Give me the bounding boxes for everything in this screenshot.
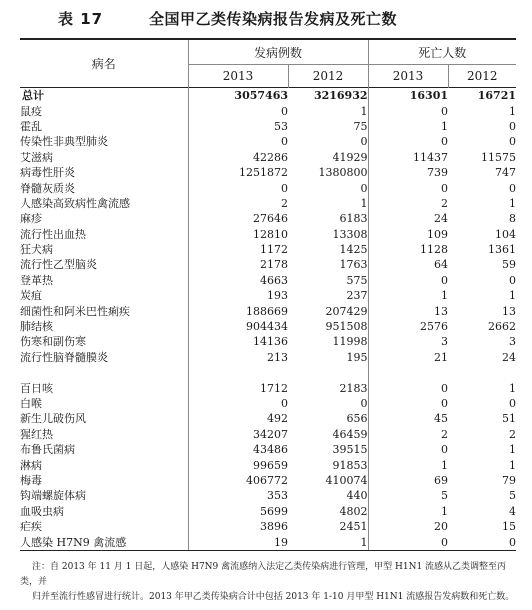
death-2013-cell: 0: [441, 104, 449, 118]
disease-name-cell: 肺结核: [20, 319, 188, 334]
onset-2013-cell: 0: [281, 135, 288, 149]
column-header-onset-2012: 2012: [288, 65, 368, 88]
disease-name-cell: 流行性出血热: [20, 227, 188, 242]
table-row: [20, 134, 516, 149]
table-body: [20, 88, 516, 551]
death-2013-cell: 0: [441, 135, 449, 149]
spacer-cell: [188, 365, 288, 380]
disease-name-cell: 霍乱: [20, 119, 188, 134]
death-2012-cell: 24: [502, 350, 517, 364]
disease-name-cell: 传染性非典型肺炎: [20, 134, 188, 149]
column-header-death-2013: 2013: [392, 69, 424, 83]
death-2012-cell: 13: [502, 304, 517, 318]
death-2013-cell: 16301: [409, 89, 449, 103]
onset-2012-cell: 46459: [288, 427, 368, 442]
onset-2012-cell: 1: [288, 103, 368, 118]
onset-2013-cell: 1251872: [239, 166, 288, 180]
onset-2013-cell: 12810: [253, 227, 288, 241]
disease-name-cell: 新生儿破伤风: [20, 411, 188, 426]
onset-2012-cell: 13308: [288, 227, 368, 242]
death-2013-cell: 13: [434, 304, 449, 318]
onset-2013-cell: 0: [281, 181, 288, 195]
table-row: [20, 227, 516, 242]
spacer-cell: [368, 365, 448, 380]
death-2013-cell: 109: [427, 227, 449, 241]
onset-2012-cell: 2451: [288, 519, 368, 534]
table-row: [20, 242, 516, 257]
death-2012-cell: 0: [509, 397, 517, 410]
onset-2013-cell: 492: [267, 412, 288, 426]
onset-2013-cell: 0: [281, 397, 288, 410]
death-2012-cell: 747: [495, 166, 517, 180]
table-title-text: 全国甲乙类传染病报告发病及死亡数: [149, 10, 398, 28]
onset-2013-cell: 27646: [253, 212, 288, 226]
onset-2013-cell: 3057463: [234, 89, 288, 103]
death-2013-cell: 1: [441, 504, 449, 518]
table-row: [20, 103, 516, 118]
footnote-line-1: 注：自 2013 年 11 月 1 日起，人感染 H7N9 禽流感纳入法定乙类传染病进行管理，甲型 H1N1 流感从乙类调整至丙类，并: [20, 562, 507, 587]
table-row: [20, 119, 516, 134]
death-2013-cell: 1128: [420, 243, 449, 257]
table-row: [20, 165, 516, 180]
onset-2013-cell: 904434: [246, 320, 288, 334]
table-row: [20, 488, 516, 503]
disease-name-cell: 白喉: [20, 396, 188, 411]
death-2013-cell: 0: [441, 397, 449, 410]
onset-2012-cell: 41929: [288, 150, 368, 165]
death-2012-cell: 104: [495, 227, 517, 241]
onset-2012-cell: 1: [288, 196, 368, 211]
death-2013-cell: 0: [441, 273, 449, 287]
table-row: [20, 150, 516, 165]
death-2012-cell: 1: [509, 289, 517, 303]
disease-name-cell: 钩端螺旋体病: [20, 488, 188, 503]
death-2013-cell: 20: [434, 520, 449, 534]
death-2013-cell: 11437: [413, 150, 449, 164]
death-2013-cell: 0: [368, 534, 448, 550]
onset-2013-cell: 99659: [253, 458, 288, 472]
onset-2013-cell: 14136: [253, 335, 288, 349]
spacer-cell: [448, 365, 516, 380]
death-2012-cell: 3: [509, 335, 517, 349]
death-2013-cell: 2576: [420, 320, 449, 334]
death-2013-cell: 0: [441, 443, 449, 457]
disease-statistics-table: [20, 38, 516, 551]
death-2013-cell: 0: [441, 381, 449, 395]
onset-2013-cell: 188669: [246, 304, 288, 318]
table-row: [20, 303, 516, 318]
column-header-onset-2013: 2013: [222, 69, 254, 83]
death-2013-cell: 2: [441, 427, 449, 441]
onset-2012-cell: 1763: [288, 257, 368, 272]
disease-name-cell: 疟疾: [20, 519, 188, 534]
death-2013-cell: 0: [441, 181, 449, 195]
onset-2013-cell: 0: [281, 104, 288, 118]
onset-2012-cell: 75: [288, 119, 368, 134]
disease-name-cell: 流行性乙型脑炎: [20, 257, 188, 272]
column-header-disease: 病名: [20, 39, 188, 88]
death-2013-cell: 1: [441, 289, 449, 303]
onset-2013-cell: 34207: [253, 427, 288, 441]
onset-2013-cell: 406772: [246, 473, 288, 487]
onset-2013-cell: 353: [267, 489, 288, 503]
onset-2013-cell: 42286: [253, 150, 288, 164]
table-row: [20, 180, 516, 195]
death-2012-cell: 16721: [477, 89, 517, 103]
disease-name-cell: 登革热: [20, 273, 188, 288]
onset-2012-cell: 1380800: [288, 165, 368, 180]
death-2012-cell: 59: [502, 258, 517, 272]
onset-2012-cell: 575: [288, 273, 368, 288]
onset-2012-cell: 0: [288, 180, 368, 195]
table-row: [20, 350, 516, 365]
table-row: [20, 334, 516, 349]
column-header-deaths: 死亡人数: [368, 39, 516, 65]
table-row: [20, 196, 516, 211]
death-2012-cell: 0: [509, 135, 517, 149]
onset-2012-cell: 3216932: [288, 88, 368, 104]
onset-2013-cell: 2178: [260, 258, 288, 272]
death-2012-cell: 4: [509, 504, 517, 518]
onset-2012-cell: 4802: [288, 504, 368, 519]
death-2013-cell: 45: [434, 412, 449, 426]
onset-2012-cell: 6183: [288, 211, 368, 226]
table-row: [20, 411, 516, 426]
disease-name-cell: 总计: [20, 88, 188, 104]
death-2012-cell: 11575: [481, 150, 517, 164]
table-title: [20, 6, 520, 30]
onset-2012-cell: 1: [288, 534, 368, 550]
onset-2012-cell: 207429: [288, 303, 368, 318]
disease-name-cell: 血吸虫病: [20, 504, 188, 519]
death-2012-cell: 51: [502, 412, 517, 426]
onset-2012-cell: 91853: [288, 457, 368, 472]
death-2013-cell: 1: [441, 119, 449, 133]
disease-name-cell: 人感染 H7N9 禽流感: [20, 534, 188, 550]
death-2012-cell: 15: [502, 520, 517, 534]
onset-2012-cell: 410074: [288, 473, 368, 488]
section-spacer: [20, 365, 516, 380]
footnote: [20, 560, 518, 605]
death-2012-cell: 0: [509, 181, 517, 195]
onset-2013-cell: 5699: [260, 504, 288, 518]
death-2012-cell: 2: [509, 427, 517, 441]
table-row-total: [20, 88, 516, 104]
disease-name-cell: 鼠疫: [20, 103, 188, 118]
disease-name-cell: 伤寒和副伤寒: [20, 334, 188, 349]
death-2012-cell: 5: [509, 489, 517, 503]
onset-2013-cell: 19: [188, 534, 288, 550]
onset-2012-cell: 0: [288, 134, 368, 149]
onset-2012-cell: 39515: [288, 442, 368, 457]
disease-name-cell: 猩红热: [20, 427, 188, 442]
death-2013-cell: 24: [434, 212, 449, 226]
disease-name-cell: 流行性脑脊髓膜炎: [20, 350, 188, 365]
table-row: [20, 380, 516, 395]
onset-2013-cell: 1172: [260, 243, 288, 257]
spacer-cell: [20, 365, 188, 380]
footnote-line-2: 归并至流行性感冒进行统计。2013 年甲乙类传染病合计中包括 2013 年 1-10 月甲型 H1N1 流感报告发病数和死亡数。: [32, 592, 515, 602]
death-2012-cell: 0: [509, 273, 517, 287]
table-row: [20, 442, 516, 457]
onset-2012-cell: 195: [288, 350, 368, 365]
table-row: [20, 519, 516, 534]
death-2012-cell: 0: [448, 534, 516, 550]
death-2013-cell: 3: [441, 335, 449, 349]
death-2012-cell: 8: [509, 212, 517, 226]
onset-2012-cell: 2183: [288, 380, 368, 395]
disease-name-cell: 布鲁氏菌病: [20, 442, 188, 457]
header-row-group: [20, 39, 516, 65]
table-row: [20, 211, 516, 226]
onset-2013-cell: 3896: [260, 520, 288, 534]
onset-2012-cell: 237: [288, 288, 368, 303]
onset-2013-cell: 2: [281, 196, 288, 210]
death-2012-cell: 1: [509, 196, 517, 210]
disease-name-cell: 炭疽: [20, 288, 188, 303]
column-header-death-2012: 2012: [448, 65, 516, 88]
table-row: [20, 288, 516, 303]
death-2013-cell: 5: [441, 489, 449, 503]
onset-2012-cell: 0: [288, 396, 368, 411]
disease-name-cell: 脊髓灰质炎: [20, 180, 188, 195]
death-2012-cell: 1: [509, 104, 517, 118]
disease-name-cell: 艾滋病: [20, 150, 188, 165]
spacer-cell: [288, 365, 368, 380]
disease-name-cell: 淋病: [20, 457, 188, 472]
onset-2013-cell: 43486: [253, 443, 288, 457]
table-row: [20, 534, 516, 550]
table-row: [20, 457, 516, 472]
table-row: [20, 319, 516, 334]
disease-name-cell: 百日咳: [20, 380, 188, 395]
death-2012-cell: 1: [509, 443, 517, 457]
table-row: [20, 257, 516, 272]
death-2012-cell: 1361: [488, 243, 517, 257]
onset-2012-cell: 951508: [288, 319, 368, 334]
onset-2013-cell: 53: [274, 119, 288, 133]
death-2012-cell: 79: [502, 473, 517, 487]
onset-2012-cell: 656: [288, 411, 368, 426]
onset-2012-cell: 1425: [288, 242, 368, 257]
table-row: [20, 504, 516, 519]
table-row: [20, 427, 516, 442]
onset-2013-cell: 1712: [260, 381, 288, 395]
disease-name-cell: 梅毒: [20, 473, 188, 488]
death-2012-cell: 1: [509, 458, 517, 472]
death-2013-cell: 1: [441, 458, 449, 472]
onset-2012-cell: 11998: [288, 334, 368, 349]
table-row: [20, 473, 516, 488]
onset-2012-cell: 440: [288, 488, 368, 503]
death-2012-cell: 1: [509, 381, 517, 395]
death-2012-cell: 0: [509, 119, 517, 133]
onset-2013-cell: 4663: [260, 273, 288, 287]
death-2013-cell: 69: [434, 473, 449, 487]
death-2013-cell: 739: [427, 166, 449, 180]
death-2012-cell: 2662: [488, 320, 517, 334]
death-2013-cell: 2: [441, 196, 449, 210]
table-number: 表 17: [58, 10, 104, 28]
death-2013-cell: 64: [434, 258, 449, 272]
disease-name-cell: 细菌性和阿米巴性痢疾: [20, 303, 188, 318]
onset-2013-cell: 213: [267, 350, 288, 364]
disease-name-cell: 狂犬病: [20, 242, 188, 257]
disease-name-cell: 人感染高致病性禽流感: [20, 196, 188, 211]
death-2013-cell: 21: [434, 350, 449, 364]
column-header-onset-cases: 发病例数: [188, 39, 368, 65]
disease-name-cell: 病毒性肝炎: [20, 165, 188, 180]
table-row: [20, 273, 516, 288]
onset-2013-cell: 193: [267, 289, 288, 303]
disease-name-cell: 麻疹: [20, 211, 188, 226]
table-row: [20, 396, 516, 411]
